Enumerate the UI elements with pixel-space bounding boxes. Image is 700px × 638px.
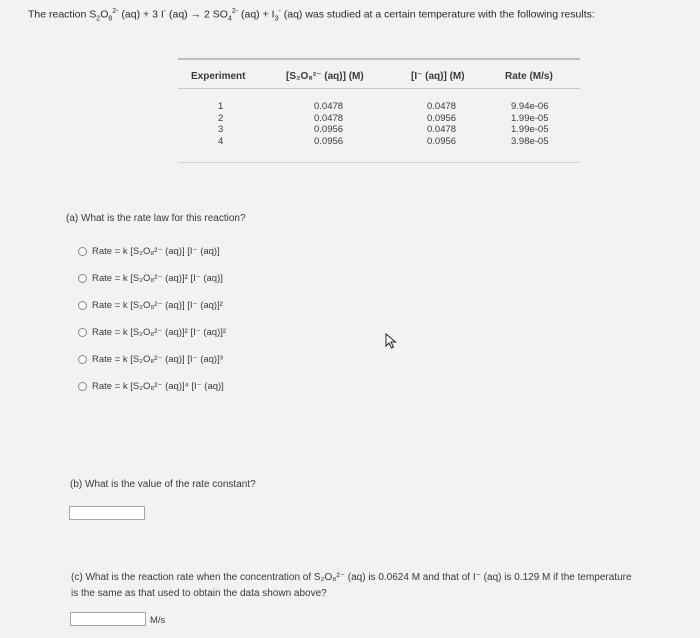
- table-cell: 0.0478: [427, 101, 457, 112]
- question-b: (b) What is the value of the rate constant?: [70, 479, 256, 490]
- radio-button[interactable]: [78, 274, 87, 283]
- table-cell: 0.0956: [314, 135, 344, 147]
- question-c: (c) What is the reaction rate when the concentration of S₂O₈²⁻ (aq) is 0.0624 M and that of I⁻ (aq) is 0.129 M if the temperature is the same as that used to obtain the data shown above?: [71, 572, 632, 599]
- radio-button[interactable]: [78, 328, 87, 337]
- rate-law-option-5[interactable]: Rate = k [S₂O₈²⁻ (aq)] [I⁻ (aq)]³: [78, 354, 223, 365]
- column-rate: [511, 101, 549, 147]
- column-iodide: [427, 101, 456, 147]
- table-cell: 0.0956: [427, 135, 457, 147]
- column-experiment: [218, 101, 223, 147]
- rate-constant-input[interactable]: [69, 506, 145, 520]
- table-cell: 3.98e-05: [511, 135, 549, 147]
- table-bottom-border: [178, 162, 580, 163]
- table-header-divider: [178, 88, 580, 89]
- radio-button[interactable]: [78, 355, 87, 364]
- table-cell: 3: [218, 124, 224, 135]
- table-cell: 0.0478: [314, 101, 344, 112]
- rate-law-option-1[interactable]: Rate = k [S₂O₈²⁻ (aq)] [I⁻ (aq)]: [78, 246, 220, 257]
- rate-law-option-3[interactable]: Rate = k [S₂O₈²⁻ (aq)] [I⁻ (aq)]²: [78, 300, 223, 311]
- table-cell: 0.0956: [314, 124, 344, 135]
- question-a: (a) What is the rate law for this reaction?: [66, 213, 246, 224]
- rate-law-option-4[interactable]: Rate = k [S₂O₈²⁻ (aq)]² [I⁻ (aq)]²: [78, 327, 226, 338]
- rate-law-option-2[interactable]: Rate = k [S₂O₈²⁻ (aq)]² [I⁻ (aq)]: [78, 273, 223, 284]
- column-s2o8: [314, 101, 343, 147]
- mouse-pointer-icon: [385, 333, 397, 349]
- header-rate: Rate (M/s): [505, 71, 553, 82]
- table-cell: 0.0478: [314, 112, 344, 124]
- table-cell: 2: [218, 112, 224, 124]
- rate-unit-label: M/s: [150, 615, 166, 626]
- table-cell: 0.0956: [427, 112, 457, 124]
- header-iodide-conc: [I⁻ (aq)] (M): [411, 71, 465, 82]
- table-top-border: [178, 58, 580, 60]
- table-cell: 0.0478: [427, 124, 457, 135]
- radio-button[interactable]: [78, 247, 87, 256]
- table-cell: 1.99e-05: [511, 124, 549, 135]
- header-s2o8-conc: [S₂O₈²⁻ (aq)] (M): [286, 71, 364, 82]
- reaction-rate-input[interactable]: [70, 612, 146, 626]
- table-cell: 9.94e-06: [511, 101, 549, 112]
- table-cell: 4: [218, 135, 224, 147]
- radio-button[interactable]: [78, 301, 87, 310]
- problem-statement: The reaction $S_2O_8^{2-}$ (aq) + 3 I- (aq) → 2 $SO_4^{2-}$ $(aq) + I_3^-$ (aq) was studied at a certain temperature with the following results:: [28, 8, 595, 23]
- header-experiment: Experiment: [191, 71, 246, 82]
- table-cell: 1.99e-05: [511, 112, 549, 124]
- radio-button[interactable]: [78, 382, 87, 391]
- rate-law-option-6[interactable]: Rate = k [S₂O₈²⁻ (aq)]⁴ [I⁻ (aq)]: [78, 381, 224, 392]
- table-cell: 1: [218, 101, 224, 112]
